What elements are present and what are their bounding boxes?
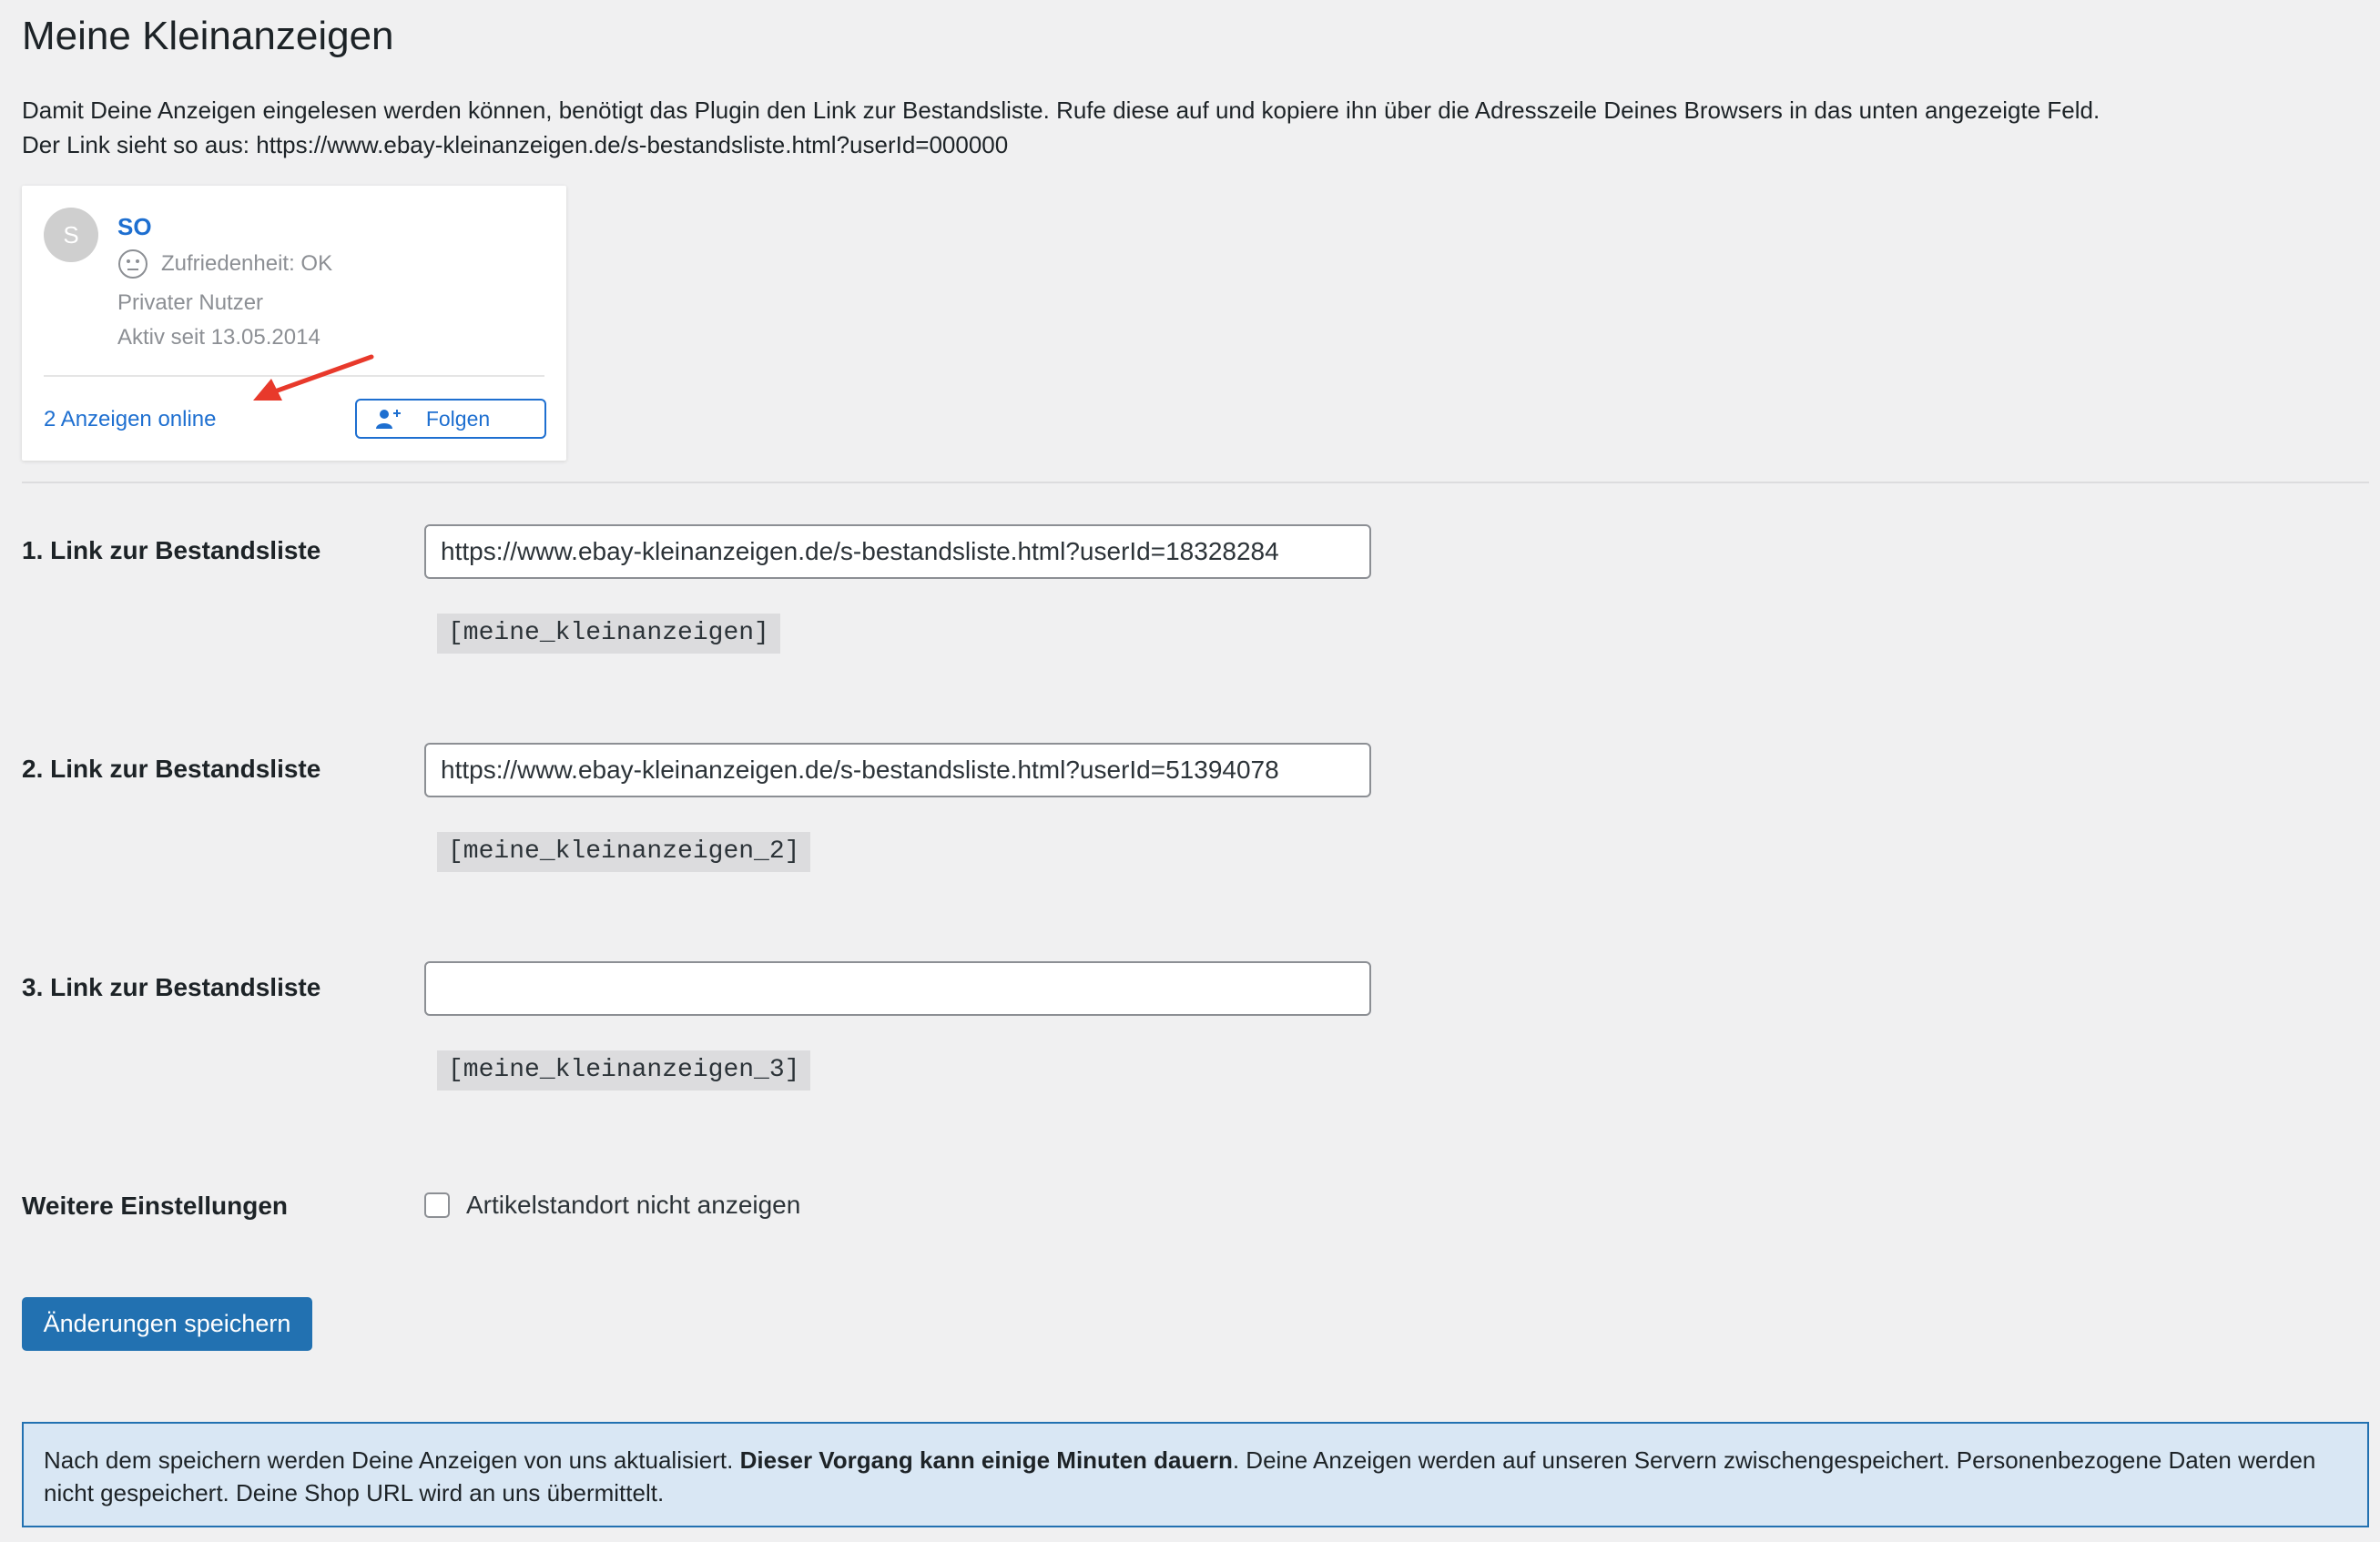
- shortcode-2: [meine_kleinanzeigen_2]: [437, 832, 810, 872]
- shortcode-3: [meine_kleinanzeigen_3]: [437, 1050, 810, 1091]
- save-changes-button[interactable]: Änderungen speichern: [22, 1297, 312, 1351]
- intro-line-1: Damit Deine Anzeigen eingelesen werden können, benötigt das Plugin den Link zur Bestandsliste. Rufe diese auf und kopiere ihn über die Adresszeile Deines Browsers in das unten angezeigte Feld.: [22, 96, 2100, 124]
- avatar: S: [44, 208, 98, 262]
- active-since: Aktiv seit 13.05.2014: [117, 325, 320, 350]
- profile-card: [22, 186, 566, 461]
- link-2-input[interactable]: [424, 743, 1371, 797]
- link-2-label: 2. Link zur Bestandsliste: [22, 755, 321, 783]
- page-title: Meine Kleinanzeigen: [22, 14, 394, 58]
- follow-button-label: Folgen: [425, 406, 491, 431]
- link-3-label: 3. Link zur Bestandsliste: [22, 973, 321, 1001]
- user-plus-icon: [375, 407, 402, 431]
- satisfaction-label: Zufriedenheit: OK: [161, 251, 333, 276]
- info-notice: [22, 1422, 2369, 1527]
- intro-line-2: Der Link sieht so aus: https://www.ebay-kleinanzeigen.de/s-bestandsliste.html?userId=000000: [22, 131, 1009, 158]
- user-name-link[interactable]: SO: [117, 213, 152, 240]
- link-1-input[interactable]: [424, 524, 1371, 579]
- red-arrow-annotation: [237, 350, 382, 408]
- notice-text-end: . Deine Anzeigen werden auf unseren Servern zwischengespeichert. Personenbezogene Daten werden nicht gespeichert. Deine Shop URL wird an uns übermittelt.: [44, 1446, 2316, 1506]
- notice-text-start: Nach dem speichern werden Deine Anzeigen von uns aktualisiert.: [44, 1446, 740, 1474]
- neutral-face-icon: [117, 249, 148, 279]
- hide-location-option: [424, 1187, 800, 1223]
- user-type: Privater Nutzer: [117, 290, 264, 315]
- follow-button[interactable]: [355, 399, 546, 439]
- section-divider: [22, 482, 2369, 483]
- link-1-label: 1. Link zur Bestandsliste: [22, 536, 321, 564]
- hide-location-checkbox[interactable]: [424, 1192, 450, 1218]
- intro-text: [22, 93, 2100, 162]
- further-settings-label: Weitere Einstellungen: [22, 1192, 288, 1220]
- ads-online-link[interactable]: 2 Anzeigen online: [44, 407, 217, 431]
- notice-text-bold: Dieser Vorgang kann einige Minuten dauern: [739, 1446, 1233, 1474]
- shortcode-1: [meine_kleinanzeigen]: [437, 614, 780, 654]
- hide-location-label[interactable]: Artikelstandort nicht anzeigen: [466, 1191, 801, 1219]
- link-3-input[interactable]: [424, 961, 1371, 1016]
- satisfaction-rating: [117, 246, 332, 282]
